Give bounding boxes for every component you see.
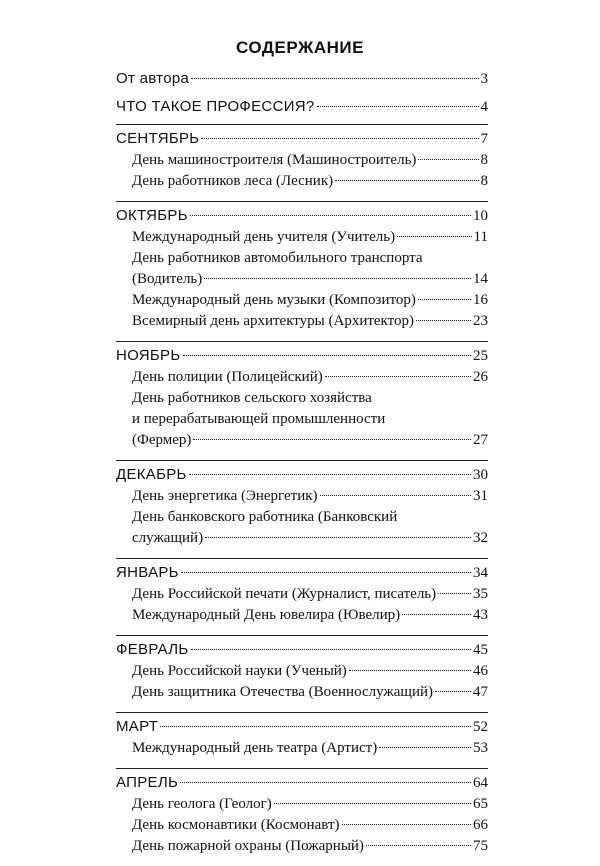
leader-dots <box>201 138 478 139</box>
entry-line: День работников автомобильного транспорта <box>132 250 423 266</box>
entry-label: служащий) <box>132 530 204 546</box>
entry-label: День геолога (Геолог) <box>132 796 272 812</box>
entry-label: Всемирный день архитектуры (Архитектор) <box>132 313 414 329</box>
toc-section <box>116 558 488 626</box>
toc-section <box>116 635 488 703</box>
leader-dots <box>191 78 478 79</box>
toc-section <box>116 460 488 549</box>
entry-label: День работников леса (Лесник) <box>132 173 334 189</box>
toc-entry[interactable] <box>116 836 488 857</box>
leader-dots <box>366 845 471 846</box>
entry-label: День космонавтики (Космонавт) <box>132 817 340 833</box>
toc-section <box>116 201 488 332</box>
page-number: 25 <box>473 348 488 364</box>
toc-entry[interactable] <box>116 605 488 626</box>
page-number: 64 <box>473 775 488 791</box>
leader-dots <box>320 495 471 496</box>
toc-entry[interactable] <box>116 290 488 311</box>
section-heading[interactable] <box>116 772 488 794</box>
entry-label: ОКТЯБРЬ <box>116 207 188 224</box>
section-divider <box>116 558 488 559</box>
page-number: 26 <box>473 369 488 385</box>
page-number: 35 <box>473 586 488 602</box>
leader-dots <box>183 355 472 356</box>
leader-dots <box>435 691 471 692</box>
entry-line: День работников сельского хозяйства <box>132 390 372 406</box>
section-heading[interactable] <box>116 205 488 227</box>
entry-label: (Водитель) <box>132 271 203 287</box>
leader-dots <box>189 474 471 475</box>
leader-dots <box>190 215 471 216</box>
entry-label: ФЕВРАЛЬ <box>116 641 189 658</box>
section-heading[interactable] <box>116 464 488 486</box>
entry-label: Международный день театра (Артист) <box>132 740 378 756</box>
section-divider <box>116 635 488 636</box>
leader-dots <box>335 180 478 181</box>
page-number: 52 <box>473 719 488 735</box>
leader-dots <box>205 537 471 538</box>
entry-label: (Фермер) <box>132 432 192 448</box>
leader-dots <box>438 593 471 594</box>
entry-label: День полиции (Полицейский) <box>132 369 323 385</box>
entry-label: НОЯБРЬ <box>116 347 181 364</box>
toc-entry[interactable] <box>116 367 488 388</box>
page-number: 43 <box>473 607 488 623</box>
entry-label: СЕНТЯБРЬ <box>116 130 200 147</box>
leader-dots <box>379 747 471 748</box>
page-number: 65 <box>473 796 488 812</box>
leader-dots <box>160 726 471 727</box>
page-number: 8 <box>480 173 488 189</box>
entry-label: От автора <box>116 70 190 87</box>
page-number: 66 <box>473 817 488 833</box>
page-number: 34 <box>473 565 488 581</box>
toc-entry[interactable] <box>116 661 488 682</box>
entry-label: Международный день музыки (Композитор) <box>132 292 416 308</box>
leader-dots <box>342 824 471 825</box>
leader-dots <box>180 782 471 783</box>
page-number: 16 <box>473 292 488 308</box>
section-divider <box>116 460 488 461</box>
leader-dots <box>274 803 471 804</box>
toc-entry[interactable] <box>116 150 488 171</box>
toc-entry[interactable] <box>116 528 488 549</box>
toc-entry[interactable] <box>116 794 488 815</box>
toc-entry[interactable] <box>116 171 488 192</box>
entry-label: МАРТ <box>116 718 159 735</box>
toc-entry[interactable] <box>116 430 488 451</box>
section-heading[interactable] <box>116 639 488 661</box>
section-heading[interactable] <box>116 128 488 150</box>
section-divider <box>116 341 488 342</box>
page-number: 46 <box>473 663 488 679</box>
leader-dots <box>317 106 479 107</box>
page-number: 53 <box>473 740 488 756</box>
leader-dots <box>191 649 471 650</box>
page-number: 8 <box>480 152 488 168</box>
entry-label: Международный День ювелира (Ювелир) <box>132 607 401 623</box>
entry-label: ЯНВАРЬ <box>116 564 179 581</box>
page-number: 11 <box>473 229 488 245</box>
toc-entry[interactable] <box>116 682 488 703</box>
section-divider <box>116 768 488 769</box>
entry-label: День защитника Отечества (Военнослужащий) <box>132 684 434 700</box>
toc-section <box>116 712 488 759</box>
entry-label: АПРЕЛЬ <box>116 774 179 791</box>
leader-dots <box>418 299 471 300</box>
page-number: 47 <box>473 684 488 700</box>
page-number: 7 <box>480 131 488 147</box>
toc-entry[interactable] <box>116 486 488 507</box>
toc-entry[interactable] <box>116 584 488 605</box>
leader-dots <box>416 320 471 321</box>
section-heading[interactable] <box>116 562 488 584</box>
page-number: 30 <box>473 467 488 483</box>
page-number: 3 <box>480 71 488 87</box>
toc-entry[interactable] <box>116 269 488 290</box>
leader-dots <box>397 236 471 237</box>
page-title: СОДЕРЖАНИЕ <box>236 38 364 57</box>
section-divider <box>116 124 488 125</box>
leader-dots <box>181 572 471 573</box>
toc-entry[interactable] <box>116 68 488 90</box>
section-divider <box>116 201 488 202</box>
section-heading[interactable] <box>116 345 488 367</box>
toc-entry[interactable] <box>116 738 488 759</box>
page-number: 14 <box>473 271 488 287</box>
page-number: 31 <box>473 488 488 504</box>
page-number: 45 <box>473 642 488 658</box>
toc-entry[interactable] <box>116 815 488 836</box>
leader-dots <box>418 159 478 160</box>
entry-label: ЧТО ТАКОЕ ПРОФЕССИЯ? <box>116 98 315 115</box>
page-number: 4 <box>480 99 488 115</box>
page-number: 10 <box>473 208 488 224</box>
entry-label: День энергетика (Энергетик) <box>132 488 318 504</box>
entry-label: День пожарной охраны (Пожарный) <box>132 838 364 854</box>
entry-label: Международный день учителя (Учитель) <box>132 229 396 245</box>
page-number: 27 <box>473 432 488 448</box>
page-number: 32 <box>473 530 488 546</box>
page-number: 75 <box>473 838 488 854</box>
entry-label: День машиностроителя (Машиностроитель) <box>132 152 417 168</box>
toc-entry[interactable] <box>116 227 488 248</box>
page-number: 23 <box>473 313 488 329</box>
leader-dots <box>349 670 471 671</box>
entry-label: День Российской печати (Журналист, писатель) <box>132 586 437 602</box>
table-of-contents <box>116 68 488 866</box>
toc-entry[interactable] <box>116 311 488 332</box>
section-heading[interactable] <box>116 716 488 738</box>
toc-section <box>116 124 488 192</box>
entry-line: День банковского работника (Банковский <box>132 509 398 525</box>
toc-intro <box>116 68 488 118</box>
leader-dots <box>325 376 471 377</box>
entry-label: День Российской науки (Ученый) <box>132 663 347 679</box>
toc-section <box>116 341 488 451</box>
toc-entry[interactable] <box>116 96 488 118</box>
section-divider <box>116 712 488 713</box>
leader-dots <box>204 278 471 279</box>
entry-line: и перерабатывающей промышленности <box>132 411 386 427</box>
leader-dots <box>402 614 471 615</box>
toc-section <box>116 768 488 857</box>
leader-dots <box>193 439 471 440</box>
entry-label: ДЕКАБРЬ <box>116 466 187 483</box>
